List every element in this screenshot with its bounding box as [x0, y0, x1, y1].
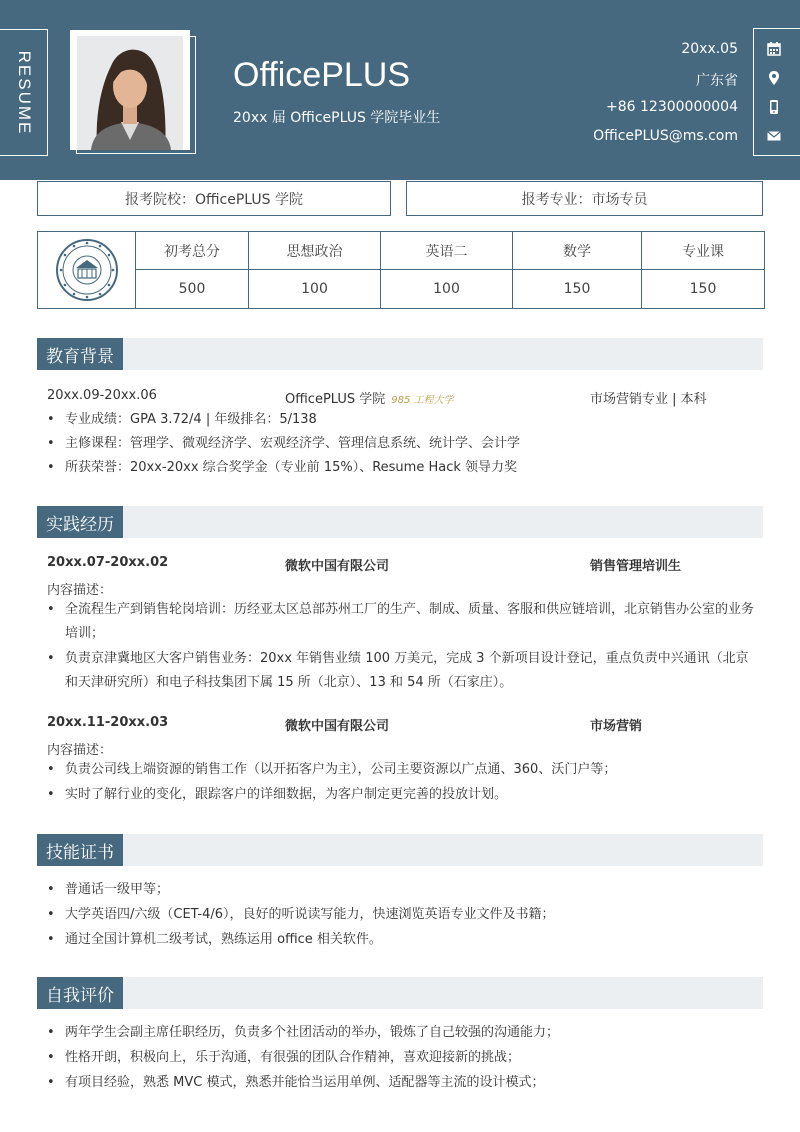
- job-desc-label: 内容描述：: [47, 743, 113, 758]
- list-item: • 实时了解行业的变化，跟踪客户的详细数据，为客户制定更完善的投放计划。: [47, 783, 759, 807]
- score-header: 专业课: [642, 232, 764, 270]
- list-item: • 负责公司线上端资源的销售工作（以开拓客户为主），公司主要资源以广点通、360、沃门户等；: [47, 758, 759, 782]
- target-major-box: [406, 181, 763, 216]
- score-table: [37, 231, 765, 309]
- list-item: • 所获荣誉：20xx-20xx 综合奖学金（专业前 15%）、Resume Hack 领导力奖: [47, 456, 763, 480]
- applicant-name: OfficePLUS: [233, 56, 411, 94]
- contact-location: 广东省: [696, 73, 738, 89]
- location-pin-icon: [766, 70, 782, 86]
- self-eval-section-bar: [37, 977, 763, 1009]
- score-value: 100: [433, 281, 460, 297]
- job-company: 微软中国有限公司: [285, 719, 390, 734]
- list-item: • 普通话一级甲等；: [47, 878, 763, 902]
- job-role: 市场营销: [590, 719, 643, 734]
- list-item: • 主修课程：管理学、微观经济学、宏观经济学、管理信息系统、统计学、会计学: [47, 432, 763, 456]
- score-column-english: [381, 232, 513, 308]
- score-header: 英语二: [381, 232, 512, 270]
- list-item: • 性格开朗，积极向上，乐于沟通，有很强的团队合作精神，喜欢迎接新的挑战；: [47, 1046, 763, 1070]
- job-company: 微软中国有限公司: [285, 559, 390, 574]
- target-school: 报考院校：OfficePLUS 学院: [125, 191, 303, 208]
- mail-icon: [766, 128, 782, 144]
- job-period: 20xx.11-20xx.03: [47, 715, 169, 730]
- skills-section-bar: [37, 834, 763, 866]
- score-column-major: [642, 232, 764, 308]
- section-title: 自我评价: [37, 977, 123, 1009]
- section-title: 教育背景: [37, 338, 123, 370]
- section-title: 技能证书: [37, 834, 123, 866]
- education-section-bar: [37, 338, 763, 370]
- target-school-box: [37, 181, 391, 216]
- education-school-line: [285, 388, 454, 407]
- applicant-subtitle: 20xx 届 OfficePLUS 学院毕业生: [233, 110, 441, 126]
- header-banner: [0, 0, 800, 180]
- list-item: • 通过全国计算机二级考试，熟练运用 office 相关软件。: [47, 928, 763, 952]
- education-major: 市场营销专业 | 本科: [590, 392, 707, 407]
- list-item: • 全流程生产到销售轮岗培训：历经亚太区总部苏州工厂的生产、制成、质量、客服和供应链培训，北京销售办公室的业务培训；: [47, 598, 759, 646]
- education-school: OfficePLUS 学院: [285, 392, 386, 407]
- score-header: 数学: [513, 232, 641, 270]
- profile-photo-frame: [70, 30, 190, 150]
- school-logo-cell: [38, 232, 136, 308]
- score-value: 150: [689, 281, 717, 297]
- score-column-total: [136, 232, 249, 308]
- score-column-politics: [249, 232, 381, 308]
- profile-photo: [77, 36, 183, 150]
- school-tag: 985 工程大学: [391, 395, 454, 406]
- score-header: 思想政治: [249, 232, 380, 270]
- list-item: • 有项目经验，熟悉 MVC 模式，熟悉并能恰当运用单例、适配器等主流的设计模式；: [47, 1071, 763, 1095]
- job-period: 20xx.07-20xx.02: [47, 555, 169, 570]
- experience-section-bar: [37, 506, 763, 538]
- school-emblem-icon: [38, 232, 136, 308]
- score-value: 150: [563, 281, 591, 297]
- contact-date: 20xx.05: [681, 41, 738, 57]
- resume-label: RESUME: [14, 50, 34, 135]
- score-header: 初考总分: [136, 232, 248, 270]
- score-value: 500: [178, 281, 206, 297]
- target-major: 报考专业：市场专员: [521, 191, 648, 208]
- calendar-icon: [766, 41, 782, 57]
- job-desc-label: 内容描述：: [47, 583, 113, 598]
- resume-tag: [0, 29, 48, 156]
- list-item: • 大学英语四/六级（CET-4/6），良好的听说读写能力，快速浏览英语专业文件及书籍；: [47, 903, 763, 927]
- list-item: • 两年学生会副主席任职经历，负责多个社团活动的举办，锻炼了自己较强的沟通能力；: [47, 1021, 763, 1045]
- education-period: 20xx.09-20xx.06: [47, 388, 157, 403]
- job-role: 销售管理培训生: [590, 559, 682, 574]
- contact-icon-box: [753, 28, 800, 156]
- section-title: 实践经历: [37, 506, 123, 538]
- contact-email: OfficePLUS@ms.com: [593, 128, 738, 144]
- list-item: • 负责京津冀地区大客户销售业务：20xx 年销售业绩 100 万美元，完成 3 个新项目设计登记，重点负责中兴通讯（北京和天津研究所）和电子科技集团下属 15 所（北京）、13 和 54 所（石家庄）。: [47, 647, 759, 695]
- score-value: 100: [301, 281, 328, 297]
- contact-phone: +86 12300000004: [606, 99, 738, 115]
- phone-icon: [766, 99, 782, 115]
- score-column-math: [513, 232, 642, 308]
- list-item: • 专业成绩：GPA 3.72/4 | 年级排名：5/138: [47, 408, 763, 432]
